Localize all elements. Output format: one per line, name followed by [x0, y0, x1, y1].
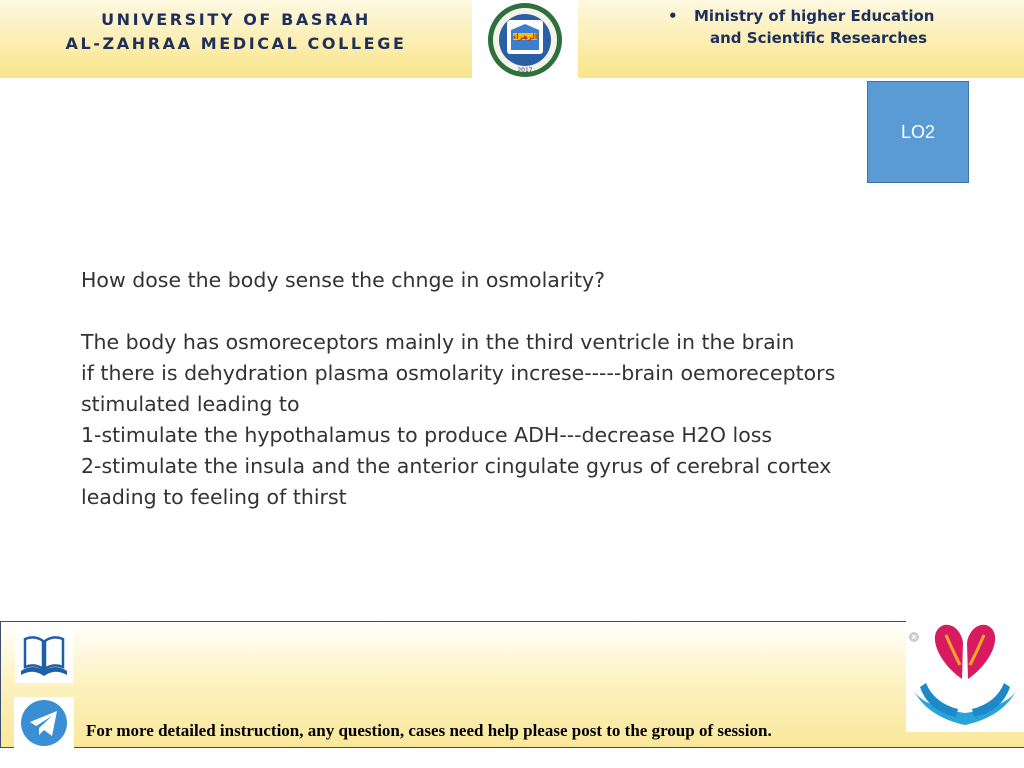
- book-icon[interactable]: [15, 627, 73, 683]
- paragraph-gap: [81, 296, 981, 327]
- content-line: leading to feeling of thirst: [81, 485, 347, 509]
- university-line-2: AL-ZAHRAA MEDICAL COLLEGE: [65, 34, 407, 53]
- content-line: The body has osmoreceptors mainly in the third ventricle in the brain: [81, 330, 795, 354]
- learning-objective-badge: [867, 81, 969, 183]
- footer-divider: [0, 621, 1, 748]
- ministry-line-1: Ministry of higher Education: [694, 7, 935, 25]
- footer-instruction-note: For more detailed instruction, any question, cases need help please post to the group of session.: [86, 721, 772, 740]
- college-logo-text: الزهراء: [512, 33, 538, 41]
- telegram-icon[interactable]: [14, 697, 74, 749]
- college-logo-year: 2017: [517, 67, 533, 74]
- content-line: 1-stimulate the hypothalamus to produce ADH---decrease H2O loss: [81, 423, 773, 447]
- ministry-bullet: •: [668, 7, 678, 25]
- content-line: if there is dehydration plasma osmolarity increse-----brain oemoreceptors: [81, 361, 836, 385]
- kidney-heart-logo: [906, 621, 1024, 732]
- question-text: How dose the body sense the chnge in osmolarity?: [81, 268, 606, 292]
- learning-objective-label: LO2: [900, 121, 936, 142]
- content-line: 2-stimulate the insula and the anterior cingulate gyrus of cerebral cortex: [81, 454, 832, 478]
- content-line: stimulated leading to: [81, 392, 300, 416]
- slide-content: [81, 265, 981, 513]
- university-line-1: UNIVERSITY OF BASRAH: [101, 10, 371, 29]
- college-logo: [473, 0, 577, 80]
- university-title: [0, 8, 472, 56]
- ministry-line-2: and Scientific Researches: [710, 29, 928, 47]
